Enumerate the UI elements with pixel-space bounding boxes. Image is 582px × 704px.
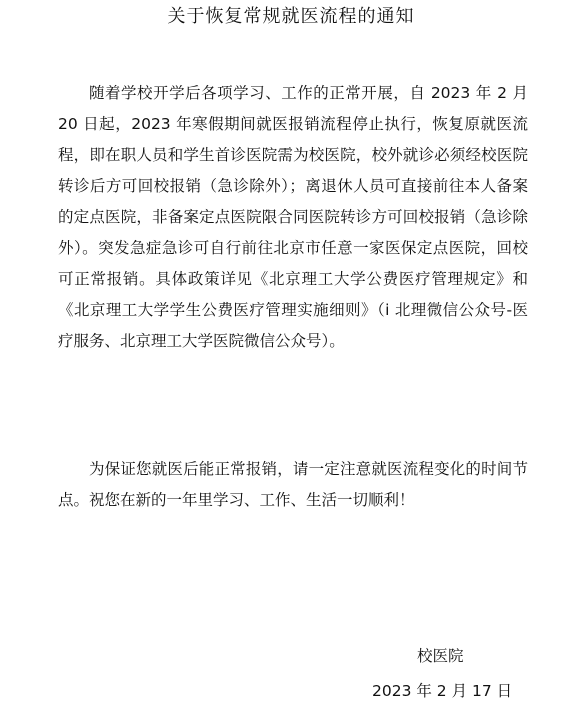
signature-date: 2023 年 2 月 17 日 (372, 682, 513, 700)
page-title: 关于恢复常规就医流程的通知 (167, 6, 415, 27)
body-paragraph-2: 为保证您就医后能正常报销，请一定注意就医流程变化的时间节点。祝您在新的一年里学习、工作、生活一切顺利！ (58, 460, 528, 509)
body-paragraph-1: 随着学校开学后各项学习、工作的正常开展，自 2023 年 2 月 20 日起，2023 年寒假期间就医报销流程停止执行，恢复原就医流程，即在职人员和学生首诊医院需为校医院，校外就诊必须经校医院转诊后方可回校报销（急诊除外）；离退休人员可直接前往本人备案的定点医院，非备案定点医院限合同医院转诊方可回校报销（急诊除外）。突发急症急诊可自行前往北京市任意一家医保定点医院，回校可正常报销。具体政策详见《北京理工大学公费医疗管理规定》和《北京理工大学学生公费医疗管理实施细则》（i 北理微信公众号-医疗服务、北京理工大学医院微信公众号）。 (58, 84, 528, 350)
signer: 校医院 (417, 647, 464, 665)
